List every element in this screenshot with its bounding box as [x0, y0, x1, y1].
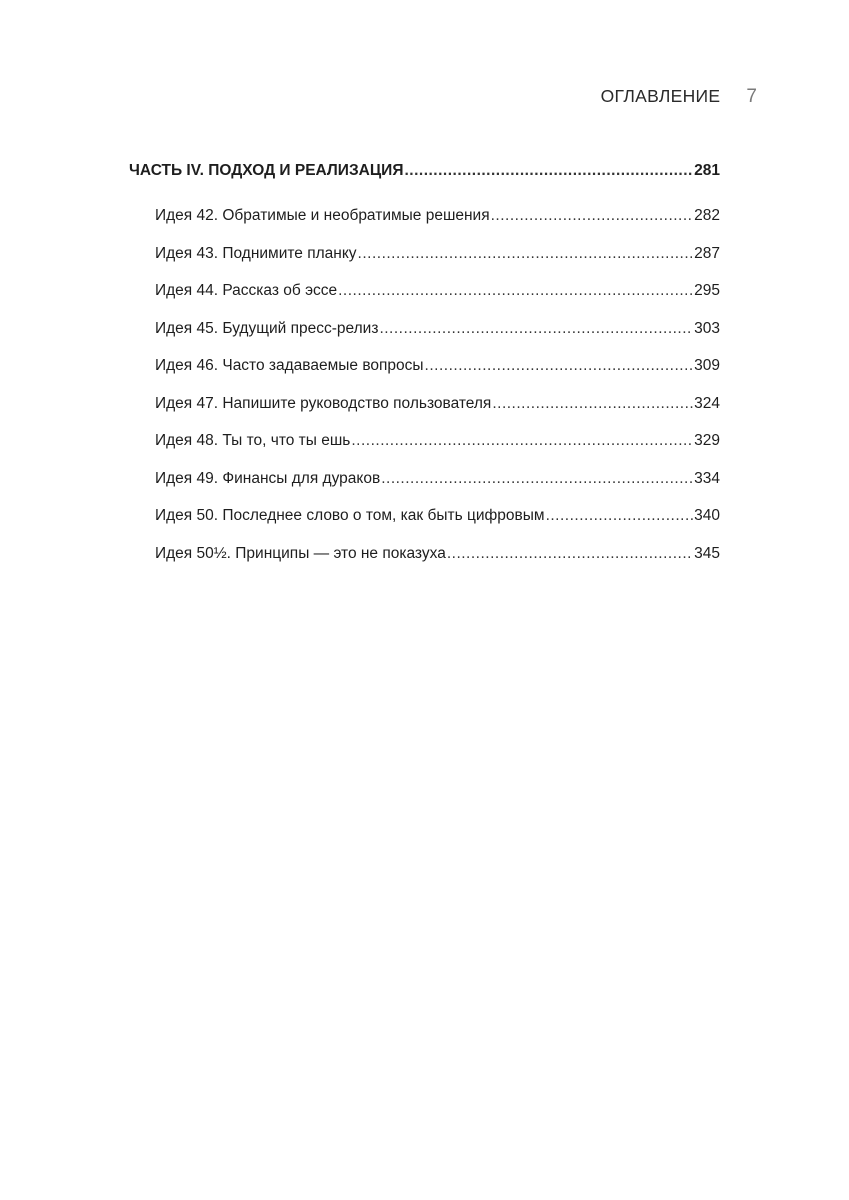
toc-part-page: 281: [694, 162, 720, 179]
dot-leader: [381, 470, 693, 488]
toc-entry-title: Идея 48. Ты то, что ты ешь: [155, 432, 351, 449]
toc-entry-page: 309: [694, 357, 720, 374]
toc-entry-page: 334: [694, 469, 720, 487]
toc-entry[interactable]: [129, 320, 720, 342]
dot-leader: [338, 282, 693, 300]
dot-leader: [404, 162, 693, 180]
toc-entry-title: Идея 45. Будущий пресс-релиз: [155, 319, 379, 337]
toc-entry[interactable]: [129, 545, 720, 567]
toc-entry[interactable]: [129, 470, 720, 492]
toc-entry-title: Идея 42. Обратимые и необратимые решения: [155, 207, 490, 224]
toc-entry-title: Идея 50. Последнее слово о том, как быть цифровым: [155, 507, 545, 524]
running-header: [601, 86, 757, 108]
toc-entry[interactable]: [129, 507, 720, 529]
toc-entry-page: 287: [694, 244, 720, 262]
dot-leader: [546, 507, 694, 525]
dot-leader: [379, 320, 693, 338]
dot-leader: [491, 207, 694, 225]
toc-part-title: ЧАСТЬ IV. ПОДХОД И РЕАЛИЗАЦИЯ: [129, 162, 404, 179]
dot-leader: [358, 245, 694, 263]
toc-entry-page: 345: [694, 544, 720, 562]
toc-entry-title: Идея 49. Финансы для дураков: [155, 469, 381, 487]
toc-entry-page: 295: [694, 282, 720, 299]
toc-entry[interactable]: [129, 207, 720, 229]
page-number: 7: [746, 86, 757, 107]
dot-leader: [447, 545, 693, 563]
dot-leader: [351, 432, 693, 450]
header-title: ОГЛАВЛЕНИЕ: [600, 86, 721, 106]
table-of-contents: [129, 162, 720, 582]
toc-entry-page: 282: [694, 207, 720, 224]
toc-entry-title: Идея 46. Часто задаваемые вопросы: [155, 357, 424, 374]
toc-entry-title: Идея 43. Поднимите планку: [155, 244, 357, 262]
toc-entry-title: Идея 50½. Принципы — это не показуха: [155, 544, 446, 562]
toc-entry-page: 329: [694, 432, 720, 449]
toc-entry-title: Идея 44. Рассказ об эссе: [155, 282, 338, 299]
toc-entry[interactable]: [129, 395, 720, 417]
toc-entry[interactable]: [129, 357, 720, 379]
toc-part-entry[interactable]: [129, 162, 720, 184]
dot-leader: [492, 395, 693, 413]
toc-entry-page: 324: [694, 394, 720, 412]
toc-entry-page: 303: [694, 319, 720, 337]
dot-leader: [425, 357, 694, 375]
toc-entry[interactable]: [129, 245, 720, 267]
toc-entry-title: Идея 47. Напишите руководство пользователя: [155, 394, 492, 412]
toc-entry[interactable]: [129, 432, 720, 454]
toc-entry[interactable]: [129, 282, 720, 304]
toc-entry-page: 340: [694, 507, 720, 524]
